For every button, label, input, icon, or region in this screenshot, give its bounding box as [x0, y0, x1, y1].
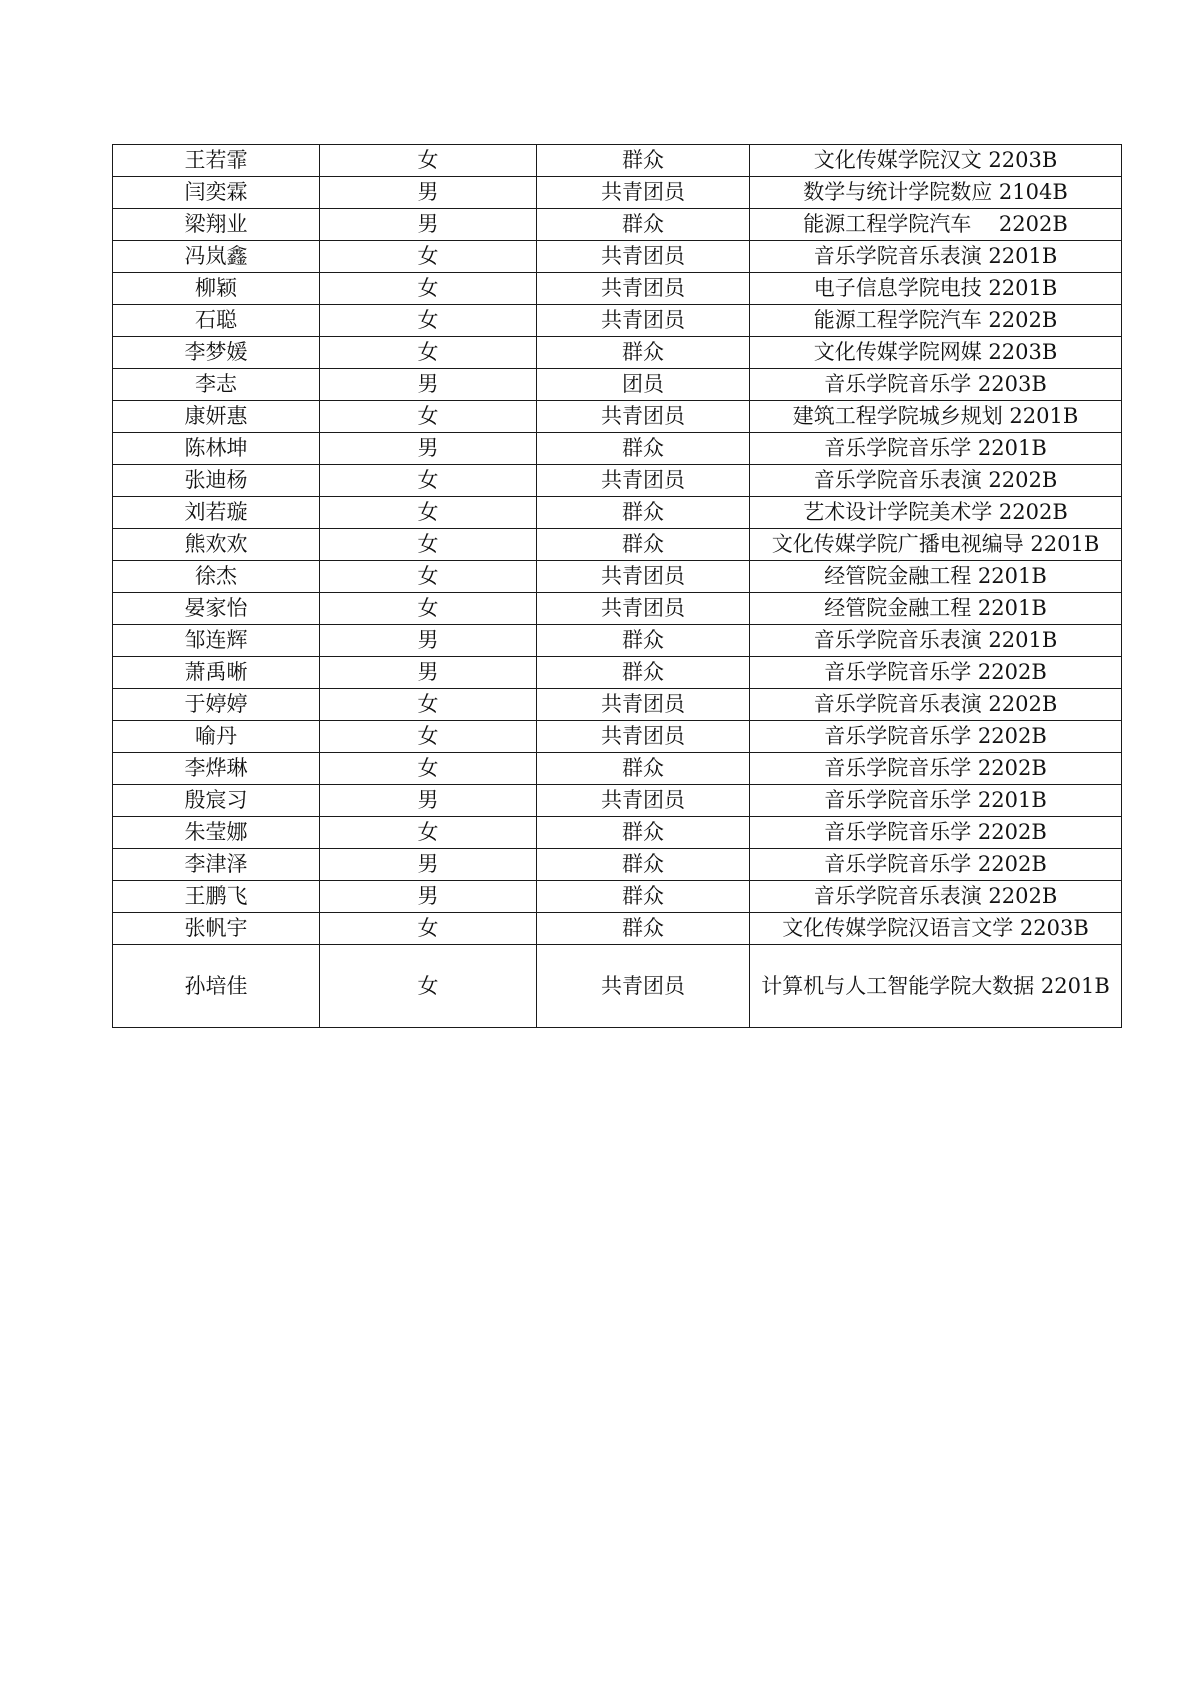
table-row: [113, 817, 1122, 849]
political-status-cell: 共青团员: [537, 465, 750, 497]
name-cell: 张迪杨: [113, 465, 320, 497]
class-cell: 艺术设计学院美术学 2202B: [750, 497, 1122, 529]
gender-cell: 女: [320, 945, 537, 1028]
gender-cell: 男: [320, 625, 537, 657]
gender-cell: 女: [320, 337, 537, 369]
gender-cell: 女: [320, 593, 537, 625]
gender-cell: 女: [320, 561, 537, 593]
table-row: [113, 657, 1122, 689]
class-cell: 音乐学院音乐表演 2202B: [750, 689, 1122, 721]
table-row: [113, 529, 1122, 561]
gender-cell: 女: [320, 465, 537, 497]
gender-cell: 男: [320, 785, 537, 817]
name-cell: 熊欢欢: [113, 529, 320, 561]
table-row: [113, 849, 1122, 881]
political-status-cell: 群众: [537, 753, 750, 785]
name-cell: 陈林坤: [113, 433, 320, 465]
gender-cell: 女: [320, 721, 537, 753]
name-cell: 柳颖: [113, 273, 320, 305]
class-cell: 文化传媒学院汉文 2203B: [750, 145, 1122, 177]
political-status-cell: 共青团员: [537, 721, 750, 753]
table-row: [113, 465, 1122, 497]
name-cell: 梁翔业: [113, 209, 320, 241]
political-status-cell: 群众: [537, 433, 750, 465]
name-cell: 喻丹: [113, 721, 320, 753]
name-cell: 石聪: [113, 305, 320, 337]
political-status-cell: 群众: [537, 209, 750, 241]
class-cell: 音乐学院音乐表演 2201B: [750, 625, 1122, 657]
political-status-cell: 群众: [537, 849, 750, 881]
name-cell: 李津泽: [113, 849, 320, 881]
class-cell: 建筑工程学院城乡规划 2201B: [750, 401, 1122, 433]
class-cell: 文化传媒学院网媒 2203B: [750, 337, 1122, 369]
gender-cell: 女: [320, 689, 537, 721]
political-status-cell: 共青团员: [537, 593, 750, 625]
political-status-cell: 共青团员: [537, 689, 750, 721]
name-cell: 朱莹娜: [113, 817, 320, 849]
table-row: [113, 433, 1122, 465]
gender-cell: 女: [320, 913, 537, 945]
gender-cell: 女: [320, 305, 537, 337]
table-row: [113, 625, 1122, 657]
table-row: [113, 561, 1122, 593]
class-cell: 经管院金融工程 2201B: [750, 593, 1122, 625]
gender-cell: 男: [320, 881, 537, 913]
class-cell: 电子信息学院电技 2201B: [750, 273, 1122, 305]
political-status-cell: 共青团员: [537, 273, 750, 305]
political-status-cell: 共青团员: [537, 561, 750, 593]
class-cell: 数学与统计学院数应 2104B: [750, 177, 1122, 209]
class-cell: 能源工程学院汽车 2202B: [750, 305, 1122, 337]
gender-cell: 女: [320, 401, 537, 433]
political-status-cell: 共青团员: [537, 241, 750, 273]
class-cell: 计算机与人工智能学院大数据 2201B: [750, 945, 1122, 1028]
political-status-cell: 群众: [537, 625, 750, 657]
table-row: [113, 913, 1122, 945]
table-row: [113, 753, 1122, 785]
name-cell: 闫奕霖: [113, 177, 320, 209]
table-row: [113, 689, 1122, 721]
political-status-cell: 群众: [537, 817, 750, 849]
political-status-cell: 群众: [537, 529, 750, 561]
class-cell: 经管院金融工程 2201B: [750, 561, 1122, 593]
class-cell: 音乐学院音乐学 2201B: [750, 433, 1122, 465]
name-cell: 刘若璇: [113, 497, 320, 529]
class-cell: 音乐学院音乐学 2202B: [750, 657, 1122, 689]
table-row: [113, 273, 1122, 305]
political-status-cell: 群众: [537, 497, 750, 529]
political-status-cell: 群众: [537, 913, 750, 945]
name-cell: 孙培佳: [113, 945, 320, 1028]
political-status-cell: 群众: [537, 657, 750, 689]
political-status-cell: 共青团员: [537, 177, 750, 209]
name-cell: 邹连辉: [113, 625, 320, 657]
name-cell: 徐杰: [113, 561, 320, 593]
class-cell: 音乐学院音乐表演 2202B: [750, 881, 1122, 913]
gender-cell: 男: [320, 849, 537, 881]
table-row: [113, 369, 1122, 401]
political-status-cell: 团员: [537, 369, 750, 401]
name-cell: 冯岚鑫: [113, 241, 320, 273]
gender-cell: 男: [320, 177, 537, 209]
roster-body: [113, 145, 1122, 1028]
name-cell: 于婷婷: [113, 689, 320, 721]
table-row: [113, 593, 1122, 625]
class-cell: 音乐学院音乐学 2203B: [750, 369, 1122, 401]
class-cell: 音乐学院音乐学 2202B: [750, 849, 1122, 881]
class-cell: 音乐学院音乐表演 2202B: [750, 465, 1122, 497]
table-row: [113, 721, 1122, 753]
class-cell: 音乐学院音乐学 2201B: [750, 785, 1122, 817]
political-status-cell: 共青团员: [537, 945, 750, 1028]
gender-cell: 女: [320, 753, 537, 785]
political-status-cell: 群众: [537, 881, 750, 913]
class-cell: 音乐学院音乐学 2202B: [750, 721, 1122, 753]
gender-cell: 女: [320, 145, 537, 177]
gender-cell: 女: [320, 241, 537, 273]
name-cell: 晏家怡: [113, 593, 320, 625]
political-status-cell: 群众: [537, 337, 750, 369]
table-row: [113, 241, 1122, 273]
class-cell: 音乐学院音乐学 2202B: [750, 753, 1122, 785]
table-row: [113, 497, 1122, 529]
class-cell: 音乐学院音乐表演 2201B: [750, 241, 1122, 273]
gender-cell: 女: [320, 273, 537, 305]
table-row: [113, 177, 1122, 209]
name-cell: 张帆宇: [113, 913, 320, 945]
name-cell: 康妍惠: [113, 401, 320, 433]
student-roster-table: [112, 144, 1122, 1028]
table-row: [113, 881, 1122, 913]
table-row: [113, 209, 1122, 241]
class-cell: 文化传媒学院广播电视编导 2201B: [750, 529, 1122, 561]
table-row: [113, 945, 1122, 1028]
political-status-cell: 共青团员: [537, 401, 750, 433]
table-row: [113, 785, 1122, 817]
gender-cell: 男: [320, 433, 537, 465]
class-cell: 文化传媒学院汉语言文学 2203B: [750, 913, 1122, 945]
gender-cell: 男: [320, 209, 537, 241]
class-cell: 能源工程学院汽车 2202B: [750, 209, 1122, 241]
table-row: [113, 401, 1122, 433]
name-cell: 王若霏: [113, 145, 320, 177]
gender-cell: 女: [320, 497, 537, 529]
table-row: [113, 145, 1122, 177]
political-status-cell: 共青团员: [537, 305, 750, 337]
table-row: [113, 305, 1122, 337]
gender-cell: 女: [320, 817, 537, 849]
political-status-cell: 共青团员: [537, 785, 750, 817]
political-status-cell: 群众: [537, 145, 750, 177]
name-cell: 李志: [113, 369, 320, 401]
name-cell: 李烨琳: [113, 753, 320, 785]
gender-cell: 男: [320, 369, 537, 401]
name-cell: 萧禹晰: [113, 657, 320, 689]
name-cell: 李梦媛: [113, 337, 320, 369]
class-cell: 音乐学院音乐学 2202B: [750, 817, 1122, 849]
table-row: [113, 337, 1122, 369]
gender-cell: 女: [320, 529, 537, 561]
name-cell: 殷宸习: [113, 785, 320, 817]
name-cell: 王鹏飞: [113, 881, 320, 913]
gender-cell: 男: [320, 657, 537, 689]
